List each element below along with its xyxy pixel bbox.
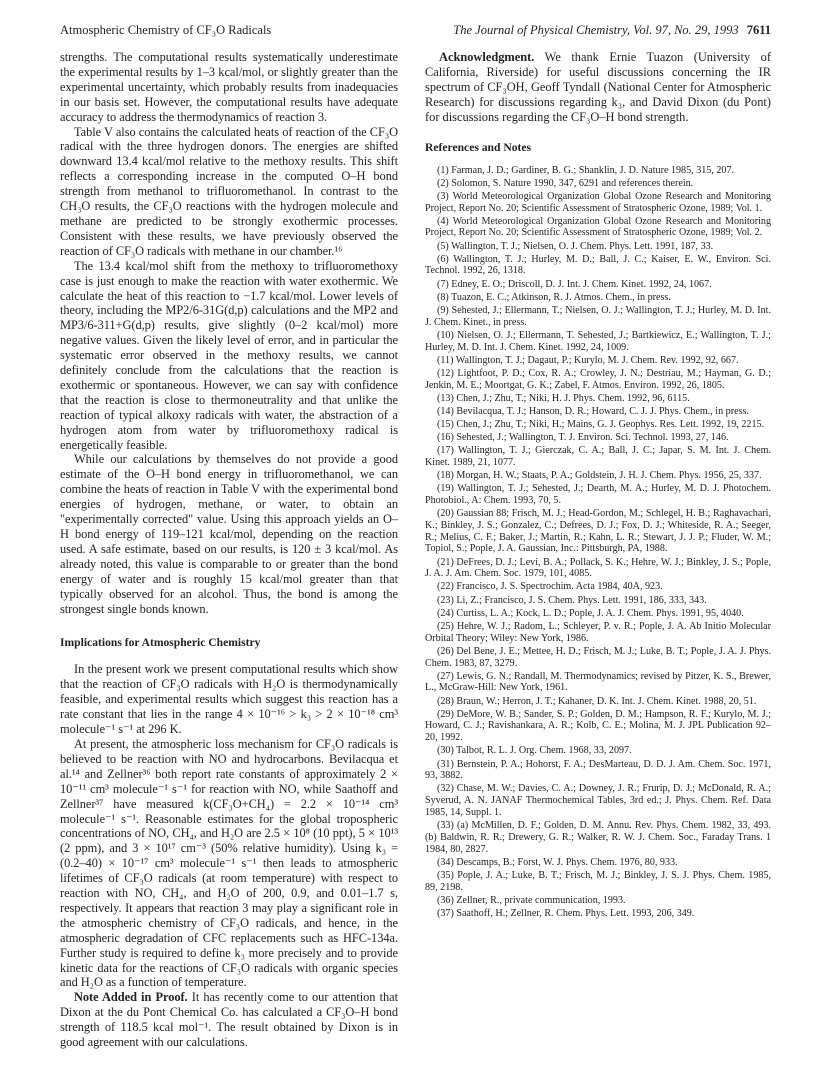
- reference-item: (8) Tuazon, E. C.; Atkinson, R. J. Atmos. Chem., in press.: [437, 291, 671, 303]
- reference-item: (35) Pople, J. A.; Luke, B. T.; Frisch, M. J.; Binkley, J. S. J. Phys. Chem. 1985, 89, 2198.: [425, 869, 771, 893]
- reference-item: (21) DeFrees, D. J.; Levi, B. A.; Pollack, S. K.; Hehre, W. J.; Binkley, J. S.; Pople, J. A. J. Am. Chem. Soc. 1979, 101, 4085.: [425, 556, 771, 580]
- note-added-in-proof: [60, 990, 398, 1050]
- reference-item: (16) Sehested, J.; Wallington, T. J. Environ. Sci. Technol. 1993, 27, 146.: [437, 432, 729, 444]
- journal-citation: [453, 22, 771, 38]
- reference-item: (1) Farman, J. D.; Gardiner, B. G.; Shanklin, J. D. Nature 1985, 315, 207.: [437, 164, 735, 176]
- reference-item: (2) Solomon, S. Nature 1990, 347, 6291 and references therein.: [437, 177, 694, 189]
- reference-item: (6) Wallington, T. J.; Hurley, M. D.; Ball, J. C.; Kaiser, E. W., Environ. Sci. Technol. 1992, 26, 1318.: [425, 253, 771, 277]
- running-title: Atmospheric Chemistry of CF₃O Radicals: [60, 23, 272, 37]
- reference-item: (14) Bevilacqua, T. J.; Hanson, D. R.; Howard, C. J. J. Phys. Chem., in press.: [437, 405, 749, 417]
- reference-item: (13) Chen, J.; Zhu, T.; Niki, H. J. Phys. Chem. 1992, 96, 6115.: [437, 392, 690, 404]
- reference-item: (9) Sehested, J.; Ellermann, T.; Nielsen, O. J.; Wallington, T. J.; Hurley, M. D. Int. J. Chem. Kinet., in press.: [425, 304, 771, 328]
- reference-item: (28) Braun, W.; Herron, J. T.; Kahaner, D. K. Int. J. Chem. Kinet. 1988, 20, 51.: [437, 695, 757, 707]
- reference-item: (32) Chase, M. W.; Davies, C. A.; Downey, J. R.; Frurip, D. J.; McDonald, R. A.; Syverud, A. N. JANAF Thermochemical Tables, 3rd ed.; J. Phys. Chem. Ref. Data 1985, 14, Suppl. 1.: [425, 783, 771, 818]
- reference-item: (34) Descamps, B.; Forst, W. J. Phys. Chem. 1976, 80, 933.: [437, 856, 678, 868]
- left-column: [60, 50, 398, 1050]
- right-column: [425, 50, 771, 921]
- reference-item: (5) Wallington, T. J.; Nielsen, O. J. Chem. Phys. Lett. 1991, 187, 33.: [437, 240, 714, 252]
- page-number: 7611: [746, 23, 771, 37]
- reference-item: (3) World Meteorological Organization Global Ozone Research and Monitoring Project, Report No. 20; Scientific Assessment of Stratospheric Ozone, 1989; Vol. 1.: [425, 190, 771, 214]
- reference-item: (11) Wallington, T. J.; Dagaut, P.; Kurylo, M. J. Chem. Rev. 1992, 92, 667.: [437, 354, 739, 366]
- reference-item: (33) (a) McMillen, D. F.; Golden, D. M. Annu. Rev. Phys. Chem. 1982, 33, 493. (b) Baldwin, R. R.; Drewery, G. R.; Walker, R. W. J. Chem. Soc., Faraday Trans. 1 1984, 80, 2827.: [425, 820, 771, 855]
- reference-item: (4) World Meteorological Organization Global Ozone Research and Monitoring Project, Report No. 20; Scientific Assessment of Stratospheric Ozone, 1989; Vol. 2.: [425, 215, 771, 239]
- ack-text: We thank Ernie Tuazon (University of California, Riverside) for useful discussions concerning the IR spectrum of CF₃OH, Geoff Tyndall (National Center for Atmospheric Research) for discussions regarding k₃, and David Dixon (du Pont) for discussions regarding the CF₃O–H bond strength.: [425, 50, 771, 124]
- references-title: References and Notes: [425, 140, 532, 154]
- reference-item: (36) Zellner, R., private communication, 1993.: [437, 894, 626, 906]
- reference-item: (17) Wallington, T. J.; Gierczak, C. A.; Ball, J. C.; Japar, S. M. Int. J. Chem. Kinet. 1989, 21, 1077.: [425, 445, 771, 469]
- reference-item: (22) Francisco, J. S. Spectrochim. Acta 1984, 40A, 923.: [437, 581, 663, 593]
- reference-item: (27) Lewis, G. N.; Randall, M. Thermodynamics; revised by Pitzer, K. S., Brewer, L., McGraw-Hill: New York, 1961.: [425, 670, 771, 694]
- paragraph-present-work: In the present work we present computational results which show that the reaction of CF₃O radicals with H₂O is thermodynamically feasible, and experimental results which suggest this reaction has a rate constant that lies in the range 4 × 10⁻¹⁶ > k₃ > 2 × 10⁻¹⁸ cm³ molecule⁻¹ s⁻¹ at 296 K.: [60, 662, 398, 737]
- paragraph-bond-energy: While our calculations by themselves do not provide a good estimate of the O–H bond energy in trifluoromethanol, we can combine the heats of reaction in Table V with the experimental bond energies of hydrogen, methane, or water, to obtain an "experimentally corrected" value. Using this approach yields an O–H bond energy of 119–121 kcal/mol, depending on the reaction used. A safe estimate, based on our results, is 120 ± 3 kcal/mol. As already noted, this value is comparable to or greater than the bond energy of water and is roughly 15 kcal/mol greater than that typically observed for an alcohol. Thus, the bond is among the strongest single bonds known.: [60, 452, 398, 616]
- reference-item: (30) Talbot, R. L. J. Org. Chem. 1968, 33, 2097.: [437, 745, 632, 757]
- references-list: [425, 165, 771, 920]
- reference-item: (15) Chen, J.; Zhu, T.; Niki, H.; Mains, G. J. Geophys. Res. Lett. 1992, 19, 2215.: [437, 419, 765, 430]
- acknowledgment: [425, 50, 771, 125]
- reference-item: (25) Hehre, W. J.; Radom, L.; Schleyer, P. v. R.; Pople, J. A. Ab Initio Molecular Orbital Theory; Wiley: New York, 1986.: [425, 620, 771, 644]
- reference-item: (7) Edney, E. O.; Driscoll, D. J. Int. J. Chem. Kinet. 1992, 24, 1067.: [437, 278, 712, 290]
- reference-item: (20) Gaussian 88; Frisch, M. J.; Head-Gordon, M.; Schlegel, H. B.; Raghavachari, K.; Binkley, J. S.; Gonzalez, C.; Defrees, D. J.; Fox, D. J.; Whiteside, R. A.; Seeger, R.; Melius, C. F.; Baker, J.; Martin, R.; Kahn, L. R.; Stewart, J. J. P.; Fluder, W. M.; Topiol, S.; Pople, J. A. Gaussian, Inc.: Pittsburgh, PA, 1988.: [425, 508, 771, 555]
- reference-item: (26) Del Bene, J. E.; Mettee, H. D.; Frisch, M. J.; Luke, B. T.; Pople, J. A. J. Phys. Chem. 1983, 87, 3279.: [425, 645, 771, 669]
- reference-item: (19) Wallington, T. J.; Sehested, J.; Dearth, M. A.; Hurley, M. D. J. Photochem. Photobiol., A: Chem. 1993, 70, 5.: [425, 483, 771, 507]
- note-lead: Note Added in Proof.: [74, 990, 188, 1005]
- journal-name: The Journal of Physical Chemistry, Vol. 97, No. 29, 1993: [453, 23, 739, 37]
- section-title-implications: Implications for Atmospheric Chemistry: [60, 636, 261, 650]
- paragraph-basis-set: strengths. The computational results systematically underestimate the experimental results by 1–3 kcal/mol, or slightly greater than the experimental uncertainty, which probably results from inadequacies in our basis set. However, the computational results have adequate accuracy to address the thermodynamics of reaction 3.: [60, 50, 398, 124]
- running-head: [60, 22, 771, 38]
- reference-item: (29) DeMore, W. B.; Sander, S. P.; Golden, D. M.; Hampson, R. F.; Kurylo, M. J.; Howard, C. J.; Ravishankara, A. R.; Kolb, C. E.; Molina, M. J. JPL Publication 92–20, 1992.: [425, 708, 771, 744]
- paragraph-table-v: Table V also contains the calculated heats of reaction of the CF₃O radical with the three hydrogen donors. The energies are shifted downward 13.4 kcal/mol relative to the methoxy results. This shift reflects a corresponding increase in the computed O–H bond strength from methanol to trifluoromethanol. In contrast to the CH₃O results, the CF₃O reactions with the hydrogen molecule and methane are predicted to be strongly exothermic processes. Consistent with these results, we have previously observed the reaction of CF₃O radicals with methane in our chamber.¹⁶: [60, 124, 398, 258]
- reference-item: (18) Morgan, H. W.; Staats, P. A.; Goldstein, J. H. J. Chem. Phys. 1956, 25, 337.: [437, 470, 762, 482]
- reference-item: (31) Bernstein, P. A.; Hohorst, F. A.; DesMarteau, D. D. J. Am. Chem. Soc. 1971, 93, 3882.: [425, 758, 771, 782]
- reference-item: (37) Saathoff, H.; Zellner, R. Chem. Phys. Lett. 1993, 206, 349.: [437, 907, 695, 919]
- note-text: It has recently come to our attention that Dixon at the du Pont Chemical Co. has calculated a CF₃O–H bond strength of 118.5 kcal mol⁻¹. The result obtained by Dixon is in good agreement with our calculations.: [60, 990, 398, 1050]
- paragraph-shift: The 13.4 kcal/mol shift from the methoxy to trifluoromethoxy case is just enough to make the reaction with water exothermic. We calculate the heat of this reaction to −1.7 kcal/mol. Lower levels of theory, including the MP2/6-31G(d,p) calculations and the MP2 and MP3/6-311+G(d,p) results, give slightly (0–2 kcal/mol) more negative values. Given the likely level of error, and in particular the systematic error observed in the methoxy results, we cannot definitely conclude from the calculations that the reaction is exothermic or spontaneous. However, we can say with confidence that the reaction is close to thermoneutrality and that unlike the reaction of typical alkoxy radicals with water, the abstraction of a hydrogen atom from water by trifluoromethoxy radical is energetically feasible.: [60, 258, 398, 452]
- reference-item: (23) Li, Z.; Francisco, J. S. Chem. Phys. Lett. 1991, 186, 333, 343.: [437, 594, 707, 606]
- reference-item: (12) Lightfoot, P. D.; Cox, R. A.; Crowley, J. N.; Destriau, M.; Hayman, G. D.; Jenkin, M. E.; Moortgat, G. K.; Zabel, F. Atmos. Environ. 1992, 26, 1805.: [425, 367, 771, 391]
- reference-item: (24) Curtiss, L. A.; Kock, L. D.; Pople, J. A. J. Chem. Phys. 1991, 95, 4040.: [437, 607, 744, 619]
- paragraph-loss-mechanism: At present, the atmospheric loss mechanism for CF₃O radicals is believed to be reaction with NO and hydrocarbons. Bevilacqua et al.¹⁴ and Zellner³⁶ both report rate constants of approximately 2 × 10⁻¹¹ cm³ molecule⁻¹ s⁻¹ for reaction with NO, while Saathoff and Zellner³⁷ have measured k(CF₃O+CH₄) = 2.2 × 10⁻¹⁴ cm³ molecule⁻¹ s⁻¹. Reasonable estimates for the global tropospheric concentrations of NO, CH₄, and H₂O are 2.5 × 10⁸ (10 ppt), 5 × 10¹³ (2 ppm), and 3 × 10¹⁷ cm⁻³ (50% relative humidity). Using k₃ = (0.2–40) × 10⁻¹⁷ cm³ molecule⁻¹ s⁻¹ then leads to atmospheric lifetimes of CF₃O radicals (at room temperature) with respect to reaction with NO, CH₄, and H₂O of 200, 0.9, and 0.01–1.7 s, respectively. It appears that reaction 3 may play a significant role in the atmospheric chemistry of CF₃O radicals, and hence, in the atmospheric degradation of CFC replacements such as HFC-134a. Further study is required to define k₃ more precisely and to provide kinetic data for the reactions of CF₃O radicals with organic species and H₂O as a function of temperature.: [60, 736, 398, 990]
- ack-lead: Acknowledgment.: [439, 50, 535, 64]
- reference-item: (10) Nielsen, O. J.; Ellermann, T. Sehested, J.; Bartkiewicz, E.; Wallington, T. J.; Hurley, M. D. Int. J. Chem. Kinet. 1992, 24, 1009.: [425, 329, 771, 353]
